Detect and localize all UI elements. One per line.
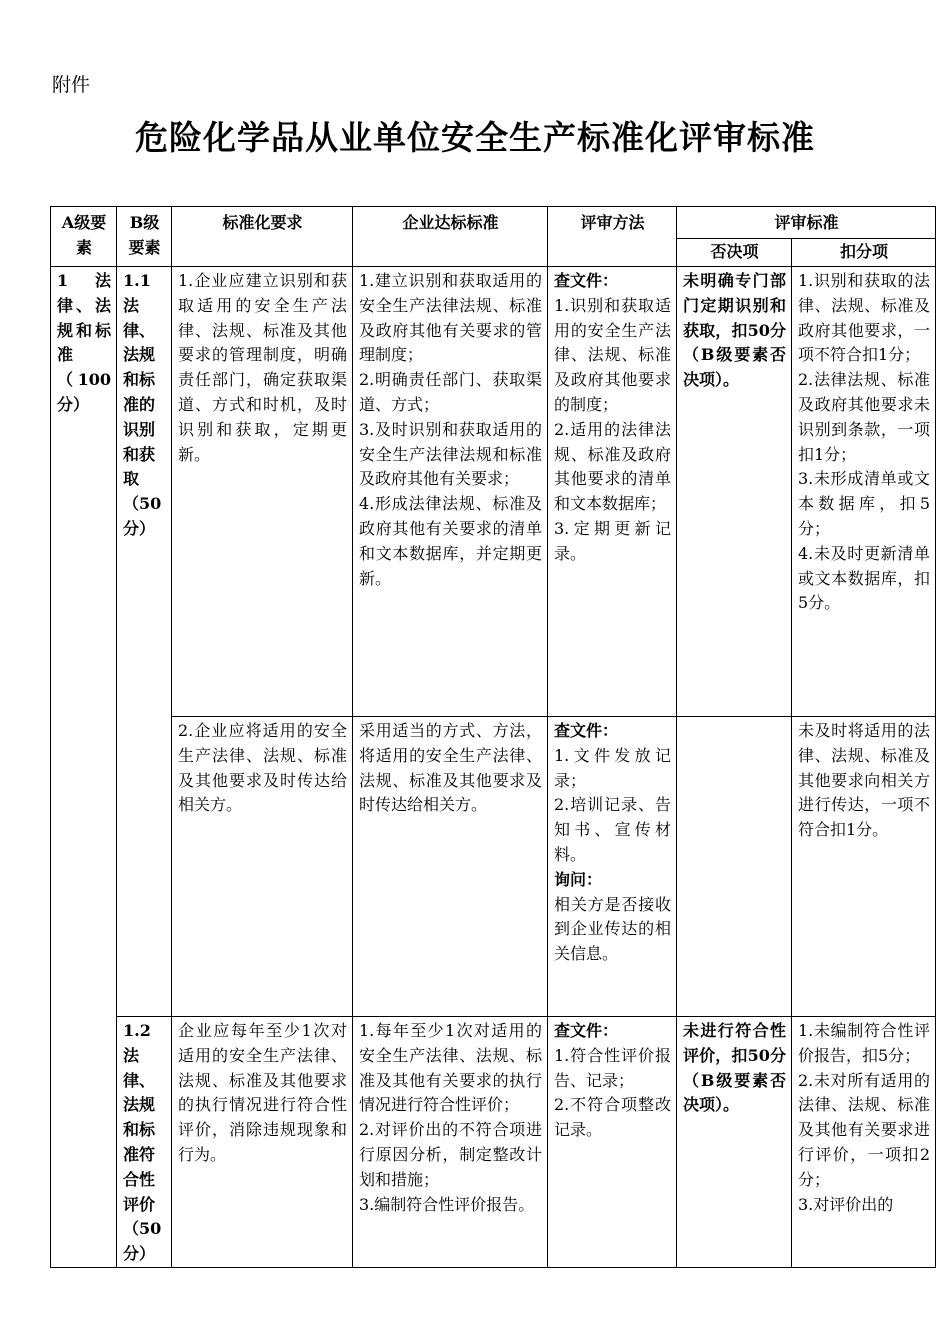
method-cell	[548, 267, 677, 717]
method-label: 查文件：	[554, 721, 619, 740]
header-b-element: B级要素	[117, 207, 172, 267]
requirement-cell: 企业应每年至少1次对适用的安全生产法律、法规、标准及其他要求的执行情况进行符合性评价，消除违规现象和行为。	[172, 1017, 353, 1268]
table-row	[51, 267, 936, 717]
veto-cell	[677, 717, 792, 1017]
list-item: 2.适用的法律法规、标准及政府其他要求的清单和文本数据库；	[554, 419, 671, 514]
list-item: 相关方是否接收到企业传达的相关信息。	[554, 894, 671, 964]
header-veto: 否决项	[677, 239, 792, 267]
list-item: 3.定期更新记录。	[554, 518, 671, 563]
list-item: 1.建立识别和获取适用的安全生产法律法规、标准及政府其他有关要求的管理制度；	[359, 271, 542, 365]
list-item: 1.符合性评价报告、记录；	[554, 1045, 671, 1090]
list-item: 4.形成法律法规、标准及政府其他有关要求的清单和文本数据库，并定期更新。	[359, 494, 542, 588]
deduction-cell	[792, 1017, 936, 1268]
method-cell	[548, 717, 677, 1017]
b-element-cell: 1.2 法律、法规和标准符合性评价（50分）	[117, 1017, 172, 1268]
table-row	[51, 1017, 936, 1268]
requirement-cell: 1.企业应建立识别和获取适用的安全生产法律、法规、标准及其他要求的管理制度，明确责任部门，确定获取渠道、方式和时机，及时识别和获取，定期更新。	[172, 267, 353, 717]
list-item: 2.培训记录、告知书、宣传材料。	[554, 795, 671, 864]
veto-cell: 未进行符合性评价，扣50分（B级要素否决项）。	[677, 1017, 792, 1268]
deduction-cell	[792, 267, 936, 717]
list-item: 2.对评价出的不符合项进行原因分析，制定整改计划和措施；	[359, 1120, 542, 1189]
header-enterprise-standard: 企业达标标准	[353, 207, 548, 267]
list-item: 1.识别和获取的法律、法规、标准及政府其他要求，一项不符合扣1分；	[798, 271, 931, 365]
header-requirement: 标准化要求	[172, 207, 353, 267]
list-item: 2.明确责任部门、获取渠道、方式；	[359, 370, 542, 414]
list-item: 3.对评价出的	[798, 1194, 894, 1214]
list-item: 2.未对所有适用的法律、法规、标准及其他有关要求进行评价，一项扣2分；	[798, 1070, 931, 1189]
list-item: 1.文件发放记录；	[554, 745, 671, 790]
method-cell	[548, 1017, 677, 1268]
method-label: 查文件：	[554, 271, 619, 290]
a-element-cell: 1 法律、法规和标准（100分）	[51, 267, 117, 1268]
attachment-label: 附件	[52, 74, 91, 96]
enterprise-standard-cell	[353, 1017, 548, 1268]
list-item: 3.编制符合性评价报告。	[359, 1194, 535, 1214]
table-row	[51, 717, 936, 1017]
list-item: 1.识别和获取适用的安全生产法律、法规、标准及政府其他要求的制度；	[554, 295, 671, 414]
list-item: 2.法律法规、标准及政府其他要求未识别到条款，一项扣1分；	[798, 370, 931, 464]
list-item: 3.及时识别和获取适用的安全生产法律法规和标准及政府其他有关要求；	[359, 419, 542, 489]
list-item: 未及时将适用的法律、法规、标准及其他要求向相关方进行传达，一项不符合扣1分。	[798, 721, 931, 840]
enterprise-standard-cell	[353, 267, 548, 717]
b-element-cell: 1.1 法律、法规和标准的识别和获取（50分）	[117, 267, 172, 1017]
header-a-element: A级要素	[51, 207, 117, 267]
deduction-cell	[792, 717, 936, 1017]
header-method: 评审方法	[548, 207, 677, 267]
method-label: 查文件：	[554, 1021, 619, 1040]
requirement-cell: 2.企业应将适用的安全生产法律、法规、标准及其他要求及时传达给相关方。	[172, 717, 353, 1017]
evaluation-standard-table	[50, 206, 936, 1268]
veto-cell: 未明确专门部门定期识别和获取，扣50分（B级要素否决项）。	[677, 267, 792, 717]
method-label: 询问：	[554, 869, 603, 889]
list-item: 1.未编制符合性评价报告，扣5分；	[798, 1021, 931, 1065]
page-title: 危险化学品从业单位安全生产标准化评审标准	[135, 118, 815, 157]
header-deduction: 扣分项	[792, 239, 936, 267]
list-item: 3.未形成清单或文本数据库，扣5分；	[798, 469, 931, 538]
list-item: 2.不符合项整改记录。	[554, 1095, 671, 1140]
list-item: 采用适当的方式、方法，将适用的安全生产法律、法规、标准及其他要求及时传达给相关方。	[359, 721, 542, 815]
enterprise-standard-cell	[353, 717, 548, 1017]
list-item: 1.每年至少1次对适用的安全生产法律、法规、标准及其他有关要求的执行情况进行符合性评价；	[359, 1021, 542, 1115]
list-item: 4.未及时更新清单或文本数据库，扣5分。	[798, 543, 931, 613]
header-criteria: 评审标准	[677, 207, 936, 239]
header-row	[51, 207, 936, 239]
